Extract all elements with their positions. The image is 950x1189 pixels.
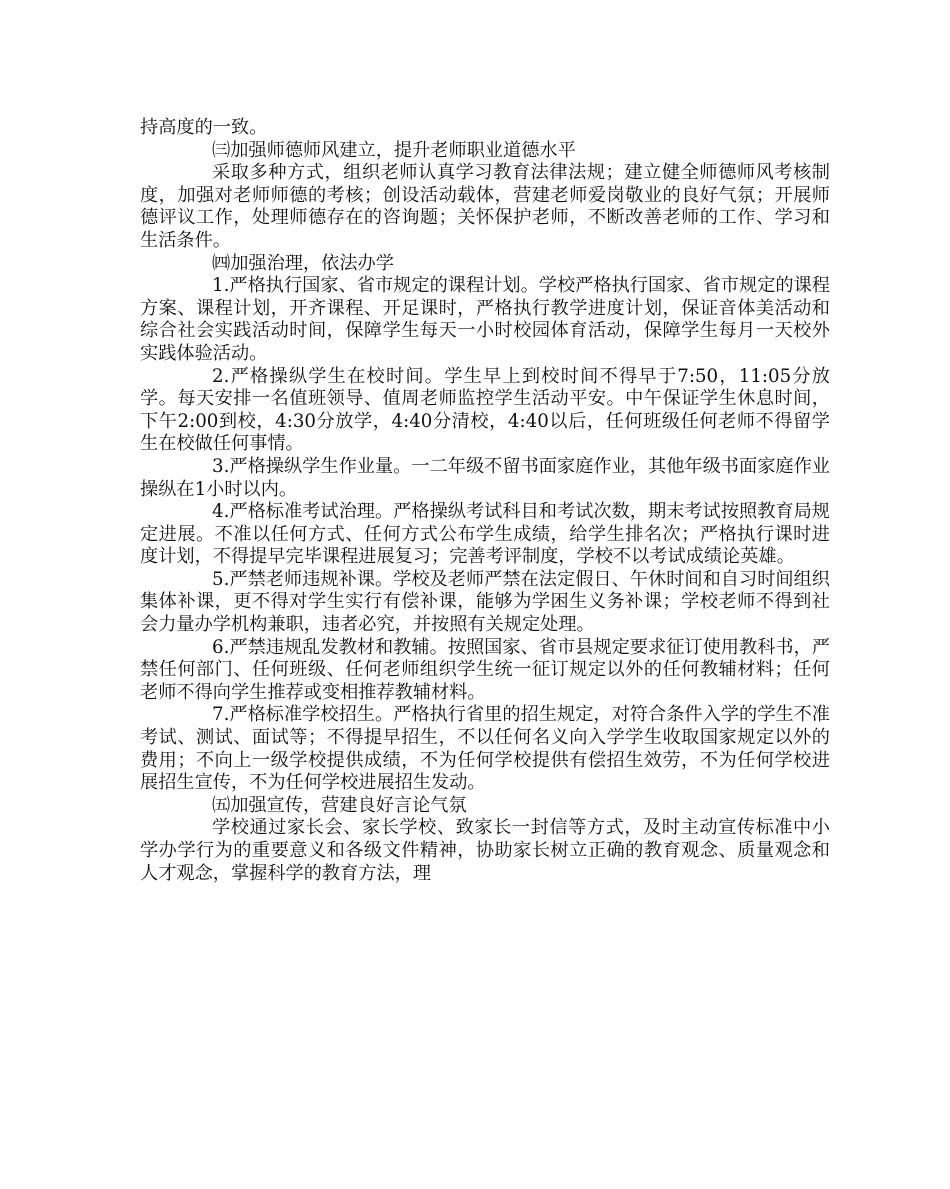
- paragraph-item-4: 4.严格标准考试治理。严格操纵考试科目和考试次数，期末考试按照教育局规定进展。不准以任何方式、任何方式公布学生成绩，给学生排名次；严格执行课时进度计划，不得提早完毕课程进展复习；完善考评制度，学校不以考试成绩论英雄。: [140, 501, 830, 568]
- section-heading-5: ㈤加强宣传，营建良好言论气氛: [212, 794, 467, 816]
- paragraph-item-3: 3.严格操纵学生作业量。一二年级不留书面家庭作业，其他年级书面家庭作业操纵在1小时以内。: [140, 455, 830, 500]
- paragraph-continuation: 持高度的一致。: [140, 117, 268, 138]
- section-heading-3: ㈢加强师德师风建立，提升老师职业道德水平: [212, 139, 576, 161]
- document-page: [140, 117, 830, 885]
- paragraph-teacher-ethics: 采取多种方式，组织老师认真学习教育法律法规；建立健全师德师风考核制度，加强对老师师德的考核；创设活动载体，营建老师爱岗敬业的良好气氛；开展师德评议工作，处理师德存在的咨询题；关怀保护老师，不断改善老师的工作、学习和生活条件。: [140, 162, 830, 251]
- paragraph-item-5: 5.严禁老师违规补课。学校及老师严禁在法定假日、午休时间和自习时间组织集体补课，更不得对学生实行有偿补课，能够为学困生义务补课；学校老师不得到社会力量办学机构兼职，违者必究，并按照有关规定处理。: [140, 568, 830, 636]
- paragraph-item-6: 6.严禁违规乱发教材和教辅。按照国家、省市县规定要求征订使用教科书，严禁任何部门、任何班级、任何老师组织学生统一征订规定以外的任何教辅材料；任何老师不得向学生推荐或变相推荐教辅材料。: [140, 636, 830, 703]
- paragraph-item-2: 2.严格操纵学生在校时间。学生早上到校时间不得早于7:50，11:05分放学。每天安排一名值班领导、值周老师监控学生活动平安。中午保证学生休息时间，下午2:00到校，4:30分放学，4:40分清校，4:40以后，任何班级任何老师不得留学生在校做任何事情。: [140, 365, 830, 455]
- paragraph-item-1: 1.严格执行国家、省市规定的课程计划。学校严格执行国家、省市规定的课程方案、课程计划，开齐课程、开足课时，严格执行教学进度计划，保证音体美活动和综合社会实践活动时间，保障学生每天一小时校园体育活动，保障学生每月一天校外实践体验活动。: [140, 275, 830, 364]
- paragraph-publicity: 学校通过家长会、家长学校、致家长一封信等方式，及时主动宣传标准中小学办学行为的重要意义和各级文件精神，协助家长树立正确的教育观念、质量观念和人才观念，掌握科学的教育方法，理: [140, 817, 830, 884]
- section-heading-4: ㈣加强治理，依法办学: [212, 252, 394, 274]
- paragraph-item-7: 7.严格标准学校招生。严格执行省里的招生规定，对符合条件入学的学生不准考试、测试、面试等；不得提早招生，不以任何名义向入学学生收取国家规定以外的费用；不向上一级学校提供成绩，不为任何学校提供有偿招生效劳，不为任何学校进展招生宣传，不为任何学校进展招生发动。: [140, 704, 830, 794]
